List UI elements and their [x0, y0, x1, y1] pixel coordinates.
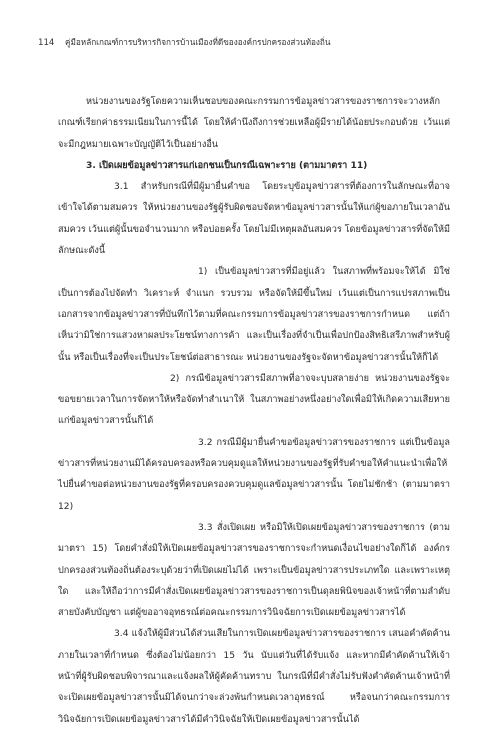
paragraph-item-1: 1) เป็นข้อมูลข่าวสารที่มีอยู่แล้ว ในสภาพที่พร้อมจะให้ได้ มิใช่เป็นการต้องไปจัดทำ วิเคราะห์ จำแนก รวบรวม หรือจัดให้มีขึ้นใหม่ เว้นแต่เป็นการแปรสภาพเป็นเอกสารจากข้อมูลข่าวสารที่บันทึกไว้ตามที่คณะกรรมการข้อมูลข่าวสารของราชการกำหนด แต่ถ้าเห็นว่ามิใช่การแสวงหาผลประโยชน์ทางการค้า และเป็นเรื่องที่จำเป็นเพื่อปกป้องสิทธิเสรีภาพสำหรับผู้นั้น หรือเป็นเรื่องที่จะเป็นประโยชน์ต่อสาธารณะ หน่วยงานของรัฐจะจัดหาข้อมูลข่าวสารนั้นให้ก็ได้: [58, 267, 450, 363]
paragraph-3-4: 3.4 แจ้งให้ผู้มีส่วนได้ส่วนเสียในการเปิดเผยข้อมูลข่าวสารของราชการ เสนอคำคัดค้านภายในเวลาที่กำหนด ซึ่งต้องไม่น้อยกว่า 15 วัน นับแต่วันที่ได้รับแจ้ง และหากมีคำคัดค้านให้เจ้าหน้าที่ผู้รับผิดชอบพิจารณาและแจ้งผลให้ผู้คัดค้านทราบ ในกรณีที่มีคำสั่งไม่รับฟังคำคัดค้านเจ้าหน้าที่จะเปิดเผยข้อมูลข่าวสารนั้นมิได้จนกว่าจะล่วงพ้นกำหนดเวลาอุทธรณ์ หรือจนกว่าคณะกรรมการวินิจฉัยการเปิดเผยข้อมูลข่าวสารได้มีคำวินิจฉัยให้เปิดเผยข้อมูลข่าวสารนั้นได้: [58, 629, 450, 725]
running-title: คู่มือหลักเกณฑ์การบริหารกิจการบ้านเมืองที่ดีขององค์กรปกครองส่วนท้องถิ่น: [65, 37, 331, 47]
paragraph-fee-rules: หน่วยงานของรัฐโดยความเห็นชอบของคณะกรรมการข้อมูลข่าวสารของราชการจะวางหลักเกณฑ์เรียกค่าธรรมเนียมในการนี้ได้ โดยให้คำนึงถึงการช่วยเหลือผู้มีรายได้น้อยประกอบด้วย เว้นแต่จะมีกฎหมายเฉพาะบัญญัติไว้เป็นอย่างอื่น: [58, 97, 450, 150]
section-heading-3: 3. เปิดเผยข้อมูลข่าวสารแก่เอกชนเป็นกรณีเฉพาะราย (ตามมาตรา 11): [86, 160, 368, 171]
paragraph-3-1: 3.1 สำหรับกรณีที่มีผู้มายื่นคำขอ โดยระบุข้อมูลข่าวสารที่ต้องการในลักษณะที่อาจเข้าใจได้ตามสมควร ให้หน่วยงานของรัฐผู้รับผิดชอบจัดหาข้อมูลข่าวสารนั้นให้แก่ผู้ขอภายในเวลาอันสมควร เว้นแต่ผู้นั้นขอจำนวนมาก หรือบ่อยครั้ง โดยไม่มีเหตุผลอันสมควร โดยข้อมูลข่าวสารที่จัดให้มีลักษณะดังนี้: [58, 182, 450, 257]
page-header: [38, 36, 330, 49]
page-number: 114: [38, 38, 55, 48]
paragraph-item-2: 2) กรณีข้อมูลข่าวสารมีสภาพที่อาจจะบุบสลายง่าย หน่วยงานของรัฐจะขอขยายเวลาในการจัดหาให้หรือจัดทำสำเนาให้ ในสภาพอย่างหนึ่งอย่างใดเพื่อมิให้เกิดความเสียหายแก่ข้อมูลข่าวสารนั้นก็ได้: [58, 373, 450, 427]
paragraph-3-2: 3.2 กรณีมีผู้มายื่นคำขอข้อมูลข่าวสารของราชการ แต่เป็นข้อมูลข่าวสารที่หน่วยงานมิได้ครอบครองหรือควบคุมดูแลให้หน่วยงานของรัฐที่รับคำขอให้คำแนะนำเพื่อให้ไปยื่นคำขอต่อหน่วยงานของรัฐที่ครอบครองควบคุมดูแลข้อมูลข่าวสารนั้น โดยไม่ชักช้า (ตามมาตรา 12): [58, 437, 450, 512]
paragraph-3-3: 3.3 สั่งเปิดเผย หรือมิให้เปิดเผยข้อมูลข่าวสารของราชการ (ตามมาตรา 15) โดยคำสั่งมิให้เปิดเผยข้อมูลข่าวสารของราชการจะกำหนดเงื่อนไขอย่างใดก็ได้ องค์กรปกครองส่วนท้องถิ่นต้องระบุด้วยว่าที่เปิดเผยไม่ได้ เพราะเป็นข้อมูลข่าวสารประเภทใด และเพราะเหตุใด และให้ถือว่าการมีคำสั่งเปิดเผยข้อมูลข่าวสารของราชการเป็นดุลยพินิจของเจ้าหน้าที่ตามลำดับสายบังคับบัญชา แต่ผู้ขออาจอุทธรณ์ต่อคณะกรรมการวินิจฉัยการเปิดเผยข้อมูลข่าวสารได้: [58, 522, 450, 619]
body-text: [58, 92, 450, 731]
